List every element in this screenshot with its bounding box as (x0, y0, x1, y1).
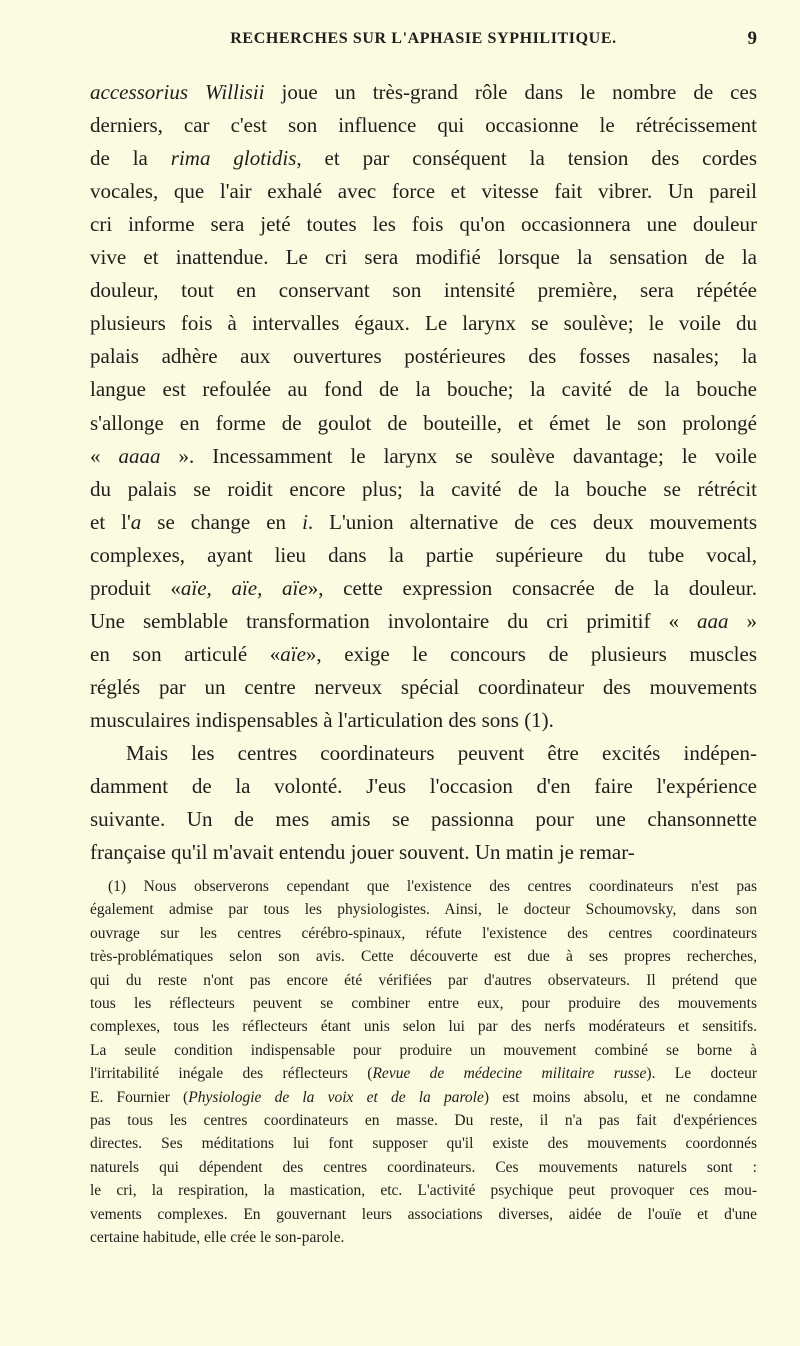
text-segment: La seule condition indispensable pour produire un mouvement combiné se borne à (90, 1041, 757, 1059)
italic-text: i (302, 509, 308, 534)
text-segment: de la (90, 146, 171, 171)
body-line (90, 542, 757, 568)
text-segment: ). Le docteur (646, 1065, 757, 1083)
body-line (90, 608, 757, 634)
body-line (90, 310, 757, 336)
italic-text: Revue de médecine militaire russe (372, 1065, 647, 1083)
footnote-line (90, 924, 757, 944)
footnote-line (90, 947, 757, 967)
text-segment: , et par conséquent la tension des cordes (296, 146, 757, 171)
text-segment: complexes, tous les réflecteurs étant unis selon lui par des nerfs modérateurs et sensitifs. (90, 1018, 757, 1036)
italic-text: aaaa (118, 443, 161, 468)
footnote-line (90, 1017, 757, 1037)
italic-text: a (130, 509, 142, 534)
text-segment: pas tous les centres coordinateurs en masse. Du reste, il n'a pas fait d'expériences (90, 1112, 757, 1129)
text-segment: », cette expression consacrée de la douleur. (307, 575, 757, 600)
text-segment: l'irritabilité inégale des réflecteurs ( (90, 1065, 373, 1083)
text-segment: » (728, 608, 757, 633)
text-segment: plusieurs fois à intervalles égaux. Le larynx se soulève; le voile du (90, 311, 757, 336)
text-segment: E. Fournier ( (90, 1088, 189, 1106)
text-segment: tous les réflecteurs peuvent se combiner entre eux, pour produire des mouvements (90, 995, 757, 1012)
text-segment: . L'union alternative de ces deux mouvements (307, 509, 757, 534)
body-line (126, 740, 757, 766)
text-segment: en son articulé « (90, 641, 281, 666)
body-line (90, 277, 757, 303)
body-line (90, 707, 757, 733)
text-segment: langue est refoulée au fond de la bouche; la cavité de la bouche (90, 377, 757, 402)
text-segment: derniers, car c'est son influence qui occasionne le rétrécissement (90, 113, 757, 138)
footnote-line (90, 1088, 757, 1108)
text-segment: palais adhère aux ouvertures postérieures des fosses nasales; la (90, 344, 757, 369)
text-segment: », exige le concours de plusieurs muscles (305, 641, 757, 666)
italic-text: accessorius Willisii (90, 80, 265, 104)
body-line (90, 641, 757, 667)
body-line (90, 112, 757, 138)
text-segment: produit « (90, 575, 181, 600)
footnote-line (90, 1064, 757, 1084)
body-line (90, 376, 757, 402)
text-segment: du palais se roidit encore plus; la cavité de la bouche se rétrécit (90, 476, 757, 501)
text-segment: vive et inattendue. Le cri sera modifié lorsque la sensation de la (90, 245, 757, 270)
text-segment: qui du reste n'ont pas encore été vérifiées par d'autres observateurs. Il prétend que (90, 971, 757, 989)
body-line (90, 509, 757, 535)
body-line (90, 443, 757, 469)
page-number: 9 (747, 28, 757, 49)
text-segment: se change en (141, 509, 303, 534)
running-header (90, 30, 757, 54)
text-segment: vocales, que l'air exhalé avec force et vitesse fait vibrer. Un pareil (90, 179, 757, 204)
body-line (90, 244, 757, 270)
text-segment: également admise par tous les physiologistes. Ainsi, le docteur Schoumovsky, dans son (90, 901, 757, 919)
italic-text: Physiologie de la voix et de la parole (188, 1088, 484, 1106)
running-title: RECHERCHES SUR L'APHASIE SYPHILITIQUE. (230, 30, 617, 47)
text-segment: s'allonge en forme de goulot de bouteille, et émet le son prolongé (90, 410, 757, 435)
text-segment: française qu'il m'avait entendu jouer souvent. Un matin je remar- (90, 840, 635, 865)
text-segment: réglés par un centre nerveux spécial coordinateur des mouvements (90, 674, 757, 699)
text-segment: Une semblable transformation involontaire du cri primitif « (90, 608, 697, 633)
text-segment: cri informe sera jeté toutes les fois qu'on occasionnera une douleur (90, 212, 757, 237)
footnote-line (90, 1228, 757, 1248)
footnote-line (90, 1041, 757, 1061)
text-segment: douleur, tout en conservant son intensité première, sera répétée (90, 278, 757, 303)
body-line (90, 575, 757, 601)
text-segment: et l' (90, 509, 131, 534)
italic-text: aïe, aïe, aïe (180, 575, 308, 600)
footnote-line (108, 877, 757, 897)
text-segment: ouvrage sur les centres cérébro-spinaux, réfute l'existence des centres coordinateurs (90, 924, 757, 942)
text-segment: très-problématiques selon son avis. Cette découverte est due à ses propres recherches, (90, 948, 757, 966)
footnote-line (90, 1205, 757, 1225)
text-segment: certaine habitude, elle crée le son-parole. (90, 1229, 345, 1246)
body-line (90, 410, 757, 436)
footnote-line (90, 994, 757, 1014)
body-line (90, 806, 757, 832)
text-segment: joue un très-grand rôle dans le nombre de ces (264, 80, 757, 104)
text-segment: (1) Nous observerons cependant que l'existence des centres coordinateurs n'est pas (108, 878, 757, 895)
body-line (90, 79, 757, 105)
body-line (90, 839, 757, 865)
text-segment: Mais les centres coordinateurs peuvent être excités indépen- (126, 741, 757, 765)
footnote-line (90, 1181, 757, 1201)
body-line (90, 343, 757, 369)
text-segment: naturels qui dépendent des centres coordinateurs. Ces mouvements naturels sont : (90, 1158, 757, 1176)
text-segment: directes. Ses méditations lui font supposer qu'il existe des mouvements coordonnés (90, 1135, 757, 1153)
text-segment: le cri, la respiration, la mastication, etc. L'activité psychique peut provoquer ces mou- (90, 1182, 757, 1200)
text-segment: « (90, 443, 119, 468)
footnote-line (90, 1134, 757, 1154)
footnote-line (90, 1158, 757, 1178)
italic-text: rima glotidis (170, 146, 297, 171)
text-segment: damment de la volonté. J'eus l'occasion d'en faire l'expérience (90, 774, 757, 799)
footnote-line (90, 971, 757, 991)
italic-text: aïe (280, 641, 306, 666)
body-line (90, 476, 757, 502)
text-segment: musculaires indispensables à l'articulation des sons (1). (90, 707, 554, 732)
footnote-line (90, 900, 757, 920)
body-line (90, 773, 757, 799)
body-line (90, 178, 757, 204)
text-segment: complexes, ayant lieu dans la partie supérieure du tube vocal, (90, 542, 757, 567)
italic-text: aaa (697, 608, 729, 633)
body-line (90, 674, 757, 700)
body-line (90, 211, 757, 237)
text-segment: vements complexes. En gouvernant leurs associations diverses, aidée de l'ouïe et d'une (90, 1205, 757, 1223)
text-segment: ) est moins absolu, et ne condamne (483, 1088, 757, 1106)
text-segment: ». Incessamment le larynx se soulève davantage; le voile (160, 443, 758, 468)
footnote-line (90, 1111, 757, 1131)
text-segment: suivante. Un de mes amis se passionna pour une chansonnette (90, 807, 757, 832)
body-line (90, 145, 757, 171)
